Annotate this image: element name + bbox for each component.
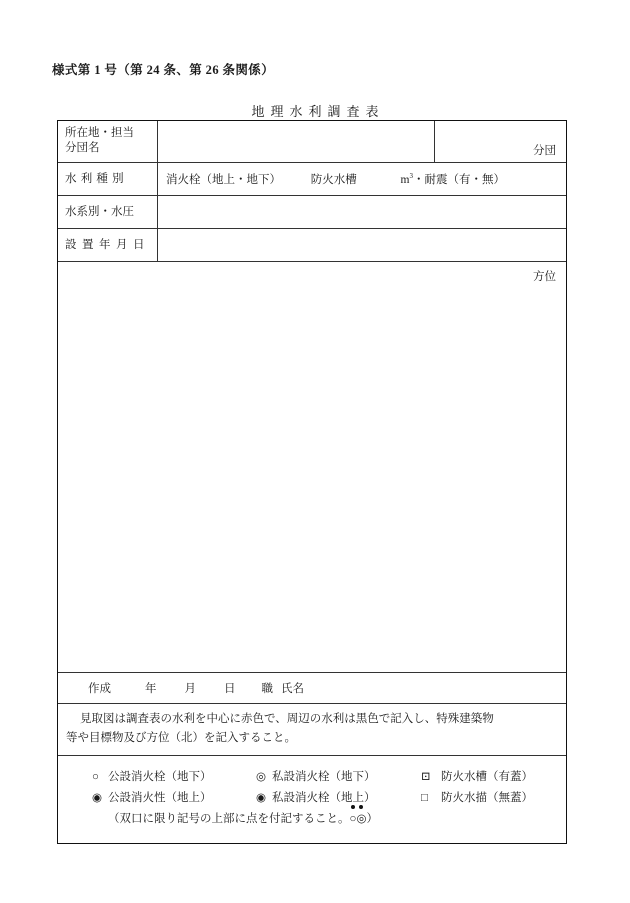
- water-type-hydrant: 消火栓（地上・地下）: [166, 174, 281, 186]
- author-created-label: 作成: [88, 683, 111, 695]
- dotted-double-circle-icon: ◎: [356, 809, 366, 830]
- author-name-label: 氏名: [281, 683, 304, 695]
- legend-item-cistern-covered: [421, 767, 533, 788]
- legend-item-private-hydrant-underground: [256, 767, 421, 788]
- water-type-quake: ・耐震（有・無）: [412, 174, 505, 186]
- page-title: 地理水利調査表: [251, 104, 385, 119]
- double-circle-filled-center-icon: ◉: [256, 792, 267, 804]
- instruction-note-line2: 等や目標物及び方位（北）を記入すること。: [66, 732, 296, 744]
- form-number: 様式第 1 号（第 24 条、第 26 条関係）: [52, 63, 275, 77]
- circle-icon: ○: [92, 771, 99, 783]
- legend-item-public-hydrant-aboveground: [92, 788, 256, 809]
- author-line[interactable]: [58, 673, 566, 704]
- author-month-label: 月: [184, 683, 196, 695]
- legend-item-cistern-uncovered: [421, 788, 533, 809]
- legend-item-public-hydrant-underground: [92, 767, 256, 788]
- table-row-install-date: [58, 229, 566, 262]
- row-label-location-line2: 分団名: [65, 142, 100, 154]
- sketch-drawing-area[interactable]: [58, 262, 566, 673]
- row-label-location: [58, 121, 158, 162]
- row-value-bundan[interactable]: 分団: [434, 121, 566, 162]
- instruction-note-line1: 見取図は調査表の水利を中心に赤色で、周辺の水利は黒色で記入し、特殊建築物: [80, 713, 494, 725]
- survey-table: [57, 120, 567, 844]
- row-label-install-date: 設置年月日: [58, 229, 158, 261]
- legend-row-aboveground: [64, 788, 560, 809]
- legend-label-private-hydrant-underground: 私設消火栓（地下）: [272, 771, 376, 783]
- row-value-water-type[interactable]: [158, 163, 566, 195]
- dotted-circle-icon: ○: [350, 809, 357, 830]
- legend-note-prefix: （双口に限り記号の上部に点を付記すること。: [108, 813, 350, 825]
- legend-note-suffix: ）: [366, 813, 378, 825]
- circle-filled-center-icon: ◉: [92, 792, 103, 804]
- square-dot-icon: ⊡: [421, 771, 431, 783]
- row-label-water-system: 水系別・水圧: [58, 196, 158, 228]
- legend-label-public-hydrant-aboveground: 公設消火性（地上）: [108, 792, 212, 804]
- row-value-install-date[interactable]: [158, 229, 566, 261]
- row-label-water-type: 水利種別: [58, 163, 158, 195]
- double-circle-icon: ◎: [256, 771, 267, 783]
- legend-label-public-hydrant-underground: 公設消火栓（地下）: [108, 771, 212, 783]
- water-type-cistern: 防火水槽: [310, 174, 357, 186]
- author-year-label: 年: [145, 683, 157, 695]
- direction-label: 方位: [533, 271, 556, 283]
- row-value-water-system[interactable]: [158, 196, 566, 228]
- row-value-location[interactable]: [158, 121, 434, 162]
- table-row-water-type: [58, 163, 566, 196]
- row-label-location-line1: 所在地・担当: [65, 127, 134, 139]
- legend-label-cistern-uncovered: 防火水描（無蓋）: [441, 792, 533, 804]
- table-row-location: [58, 121, 566, 163]
- table-row-water-system: [58, 196, 566, 229]
- instruction-note: [58, 704, 566, 756]
- legend-note: [64, 809, 560, 830]
- legend-block: [58, 756, 566, 843]
- legend-item-private-hydrant-aboveground: [256, 788, 421, 809]
- legend-row-underground: [64, 767, 560, 788]
- legend-label-private-hydrant-aboveground: 私設消火栓（地上）: [272, 792, 376, 804]
- author-day-label: 日: [224, 683, 236, 695]
- author-post-label: 職: [261, 683, 273, 695]
- square-icon: □: [421, 792, 428, 804]
- legend-label-cistern-covered: 防火水槽（有蓋）: [441, 771, 533, 783]
- water-type-unit: $m^3$: [400, 172, 413, 186]
